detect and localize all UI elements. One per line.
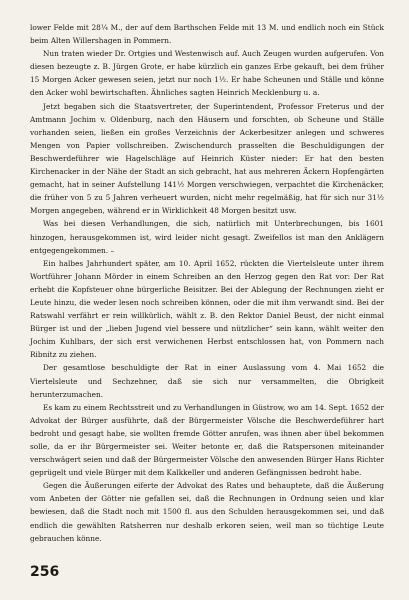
paragraph-4: Was bei diesen Verhandlungen, die sich, natürlich mit Unterbrechungen, bis 1601 hinzogen, herausgekommen ist, wird leider nicht gesagt. Zweifellos ist man den Anklägern entgegengekommen. – xyxy=(30,219,384,255)
paragraph-5: Ein halbes Jahrhundert später, am 10. April 1652, rückten die Viertelsleute unter ihrem Wortführer Johann Mörder in einem Schreiben an den Herzog gegen den Rat vor: Der Rat erhebt die Kopfsteuer ohne bürgerliche Beisitzer. Bei der Ablegung der Rechnungen zieht er Leute hinzu, die weder lesen noch schreiben können, oder die mit ihm verwandt sind. Bei der Ratswahl verfährt er rein willkürlich, wählt z. B. den Rektor Daniel Beust, der nicht einmal Bürger ist und der „lieben Jugend viel bessere und nützlicher“ sein kann, wählt weiter den Jochim Kuhlbars, der sich erst verwichenen Herbst entschlossen hat, von Pommern nach Ribnitz zu ziehen. xyxy=(30,258,384,360)
paragraph-2: Nun traten wieder Dr. Ortgies und Westenwisch auf. Auch Zeugen wurden aufgerufen. Von diesen bezeugte z. B. Jürgen Grote, er habe kürzlich ein ganzes Erbe gekauft, bei dem früher 15 Morgen Acker gewesen seien, jetzt nur noch 1½. Er habe Scheunen und Ställe und könne den Acker wohl bewirtschaften. Ähnliches sagten Heinrich Mecklenburg u. a. xyxy=(30,49,384,98)
paragraph-1: lower Felde mit 28¼ M., der auf dem Barthschen Felde mit 13 M. und endlich noch ein Stück beim Alten Willershagen in Pommern. xyxy=(30,23,384,46)
paragraph-6: Der gesamtlose beschuldigte der Rat in einer Auslassung vom 4. Mai 1652 die Viertelsleute und Sechzehner, daß sie sich nur versammelten, die Obrigkeit herunterzumachen. xyxy=(30,363,384,399)
paragraph-8: Gegen die Äußerungen eiferte der Advokat des Rates und behauptete, daß die Äußerung vom Anbeten der Götter nie gefallen sei, daß die Rechnungen in Ordnung seien und klar bewiesen, daß die Stadt noch mit 1500 fl. aus den Schulden herausgekommen sei, und daß endlich die gewählten Ratsherren nur deshalb erkoren seien, weil man so tüchtige Leute gebrauchen könne. xyxy=(30,481,384,543)
body-text xyxy=(30,21,384,545)
page-number: 256 xyxy=(30,564,60,580)
paragraph-3: Jetzt begaben sich die Staatsvertreter, der Superintendent, Professor Freterus und der Amtmann Jochim v. Oldenburg, nach den Häusern und forschten, ob Scheune und Ställe vorhanden seien, ließen ein großes Verzeichnis der Ackerbesitzer anlegen und schweres Mengen von Papier vollschreiben. Zwischendurch prasselten die Beschuldigungen der Beschwerdeführer wie Hagelschläge auf Heinrich Küster nieder: Er hat den besten Kirchenacker in der Nähe der Stadt an sich gebracht, hat aus mehreren Äckern Hopfengärten gemacht, hat in seiner Aufstellung 141½ Morgen verschwiegen, verpachtet die Kirchenäcker, die früher von 5 zu 5 Jahren verheuert wurden, nicht mehr regelmäßig, hat für sich nur 31½ Morgen angegeben, während er in Wirklichkeit 48 Morgen besitzt usw. xyxy=(30,101,384,216)
paragraph-7: Es kam zu einem Rechtsstreit und zu Verhandlungen in Güstrow, wo am 14. Sept. 1652 der Advokat der Bürger ausführte, daß der Bürgermeister Völsche die Beschwerdeführer hart bedroht und gesagt habe, sie wollten fremde Götter anrufen, was ihnen aber übel bekommen solle, da er ihr Bürgermeister sei. Weiter betonte er, daß die Ratspersonen miteinander verschwägert seien und daß der Bürgermeister Völsche den anwesenden Bürger Hans Richter geprügelt und viele Bürger mit dem Kalkkeller und anderen Gefängnissen bedroht habe. xyxy=(30,402,384,478)
